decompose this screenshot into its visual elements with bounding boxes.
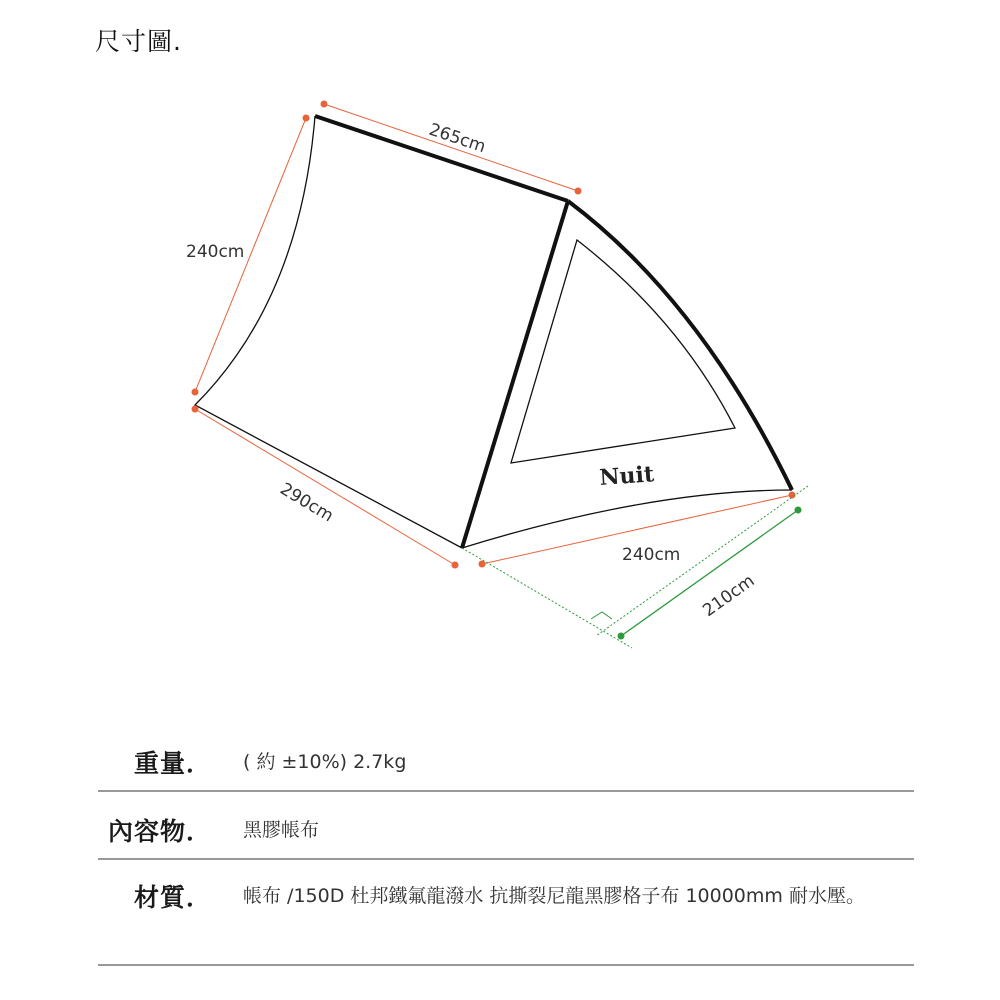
spec-divider [98, 790, 914, 792]
tent-front-edge [462, 201, 568, 548]
tent-bottom-curve [462, 490, 792, 548]
ridge-length-label: 265cm [426, 119, 489, 158]
brand-logo-text: Nuit [598, 461, 655, 491]
rear-edge-label: 240cm [622, 545, 681, 565]
spec-divider [98, 964, 914, 966]
spec-key-weight: 重量． [133, 749, 212, 778]
tent-left-side [195, 116, 462, 548]
dimension-lines-green [462, 486, 808, 648]
spec-value-weight: ( 約 ±10%) 2.7kg [243, 751, 407, 773]
base-length-label: 290cm [276, 479, 337, 527]
spec-value-material: 帳布 /150D 杜邦鐵氟龍潑水 抗撕裂尼龍黑膠格子布 10000mm 耐水壓。 [243, 885, 865, 907]
page-title: 尺寸圖. [95, 27, 182, 56]
spec-divider [98, 858, 914, 860]
spec-key-material: 材質． [133, 883, 212, 912]
front-height-label: 240cm [186, 242, 245, 262]
tent-back-edge [568, 201, 792, 490]
spec-key-contents: 內容物． [107, 817, 212, 846]
rear-width-label: 210cm [699, 570, 759, 622]
spec-value-contents: 黑膠帳布 [243, 819, 320, 841]
